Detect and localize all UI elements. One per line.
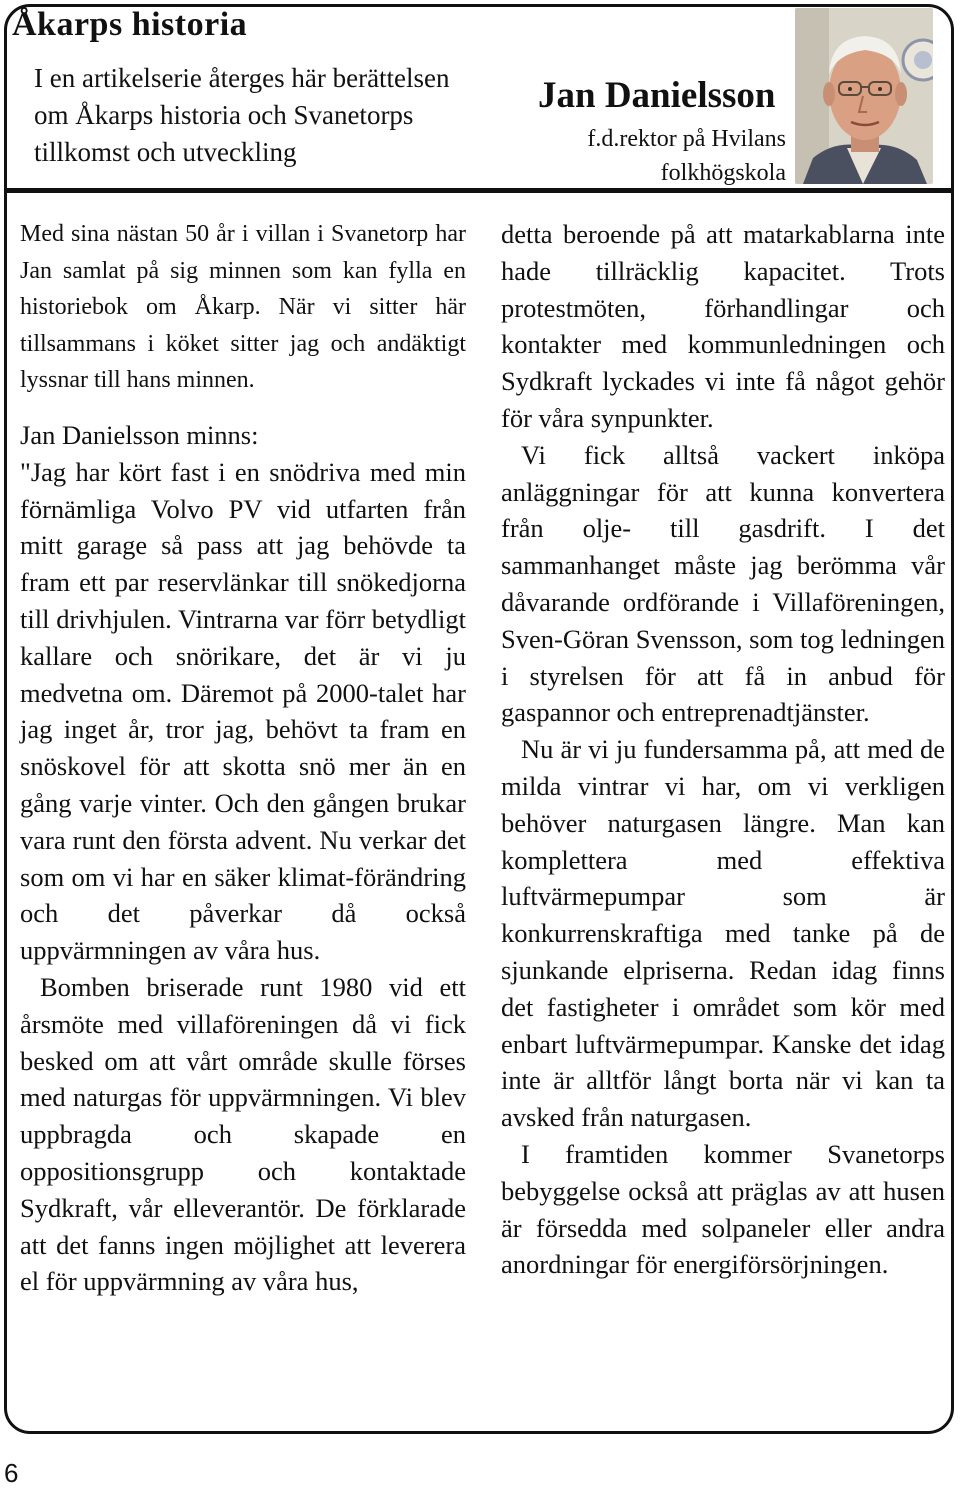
intro-line: I en artikelserie återges här berättelsen [34,63,450,93]
right-column [501,216,945,1283]
series-intro [34,60,504,171]
article-paragraph: "Jag har kört fast i en snödriva med min förnämliga Volvo PV vid utfarten från mitt garage så pass att jag behövde ta fram ett par reservlänkar till snökedjorna till drivhjulen. Vintrarna var förr betydligt kallare och snörikare, det är vi ju medvetna om. Däremot på 2000-talet har jag inget år, tror jag, behövt ta fram en snöskovel för att skotta snö mer än en gång varje vinter. Och den gången brukar vara runt den första advent. Nu verkar det som om vi har en säker klimat-förändring och det påverkar då också uppvärmningen av våra hus. [20,456,466,966]
author-role-line: folkhögskola [660,160,786,186]
author-role-line: f.d.rektor på Hvilans [587,126,786,152]
article-title: Åkarps historia [12,6,248,43]
author-name: Jan Danielsson [538,75,776,116]
article-paragraph: Jan Danielsson minns: [20,419,259,450]
intro-line: om Åkarps historia och Svanetorps [34,100,414,130]
author-portrait-photo [795,8,933,184]
article-lead: Med sina nästan 50 år i villan i Svanetorp har Jan samlat på sig minnen som kan fylla en historiebok om Åkarp. När vi sitter här tillsammans i köket sitter jag och andäktigt lyssnar till hans minnen. [20,221,466,394]
author-role [560,122,786,190]
article-paragraph: Vi fick alltså vackert inköpa anläggningar för att kunna konvertera från olje- till gasdrift. I det sammanhanget måste jag berömma vår dåvarande ordförande i Villaföreningen, Sven-Göran Svensson, som tog ledningen i styrelsen för att få in anbud för gaspannor och entreprenadtjänster. [501,439,945,728]
left-column [20,216,466,1300]
intro-line: tillkomst och utveckling [34,137,297,167]
article-paragraph: Bomben briserade runt 1980 vid ett årsmöte med villaföreningen då vi fick besked om att vårt område skulle förses med naturgas för uppvärmningen. Vi blev uppbragda och skapade en oppositionsgrupp och kontaktade Sydkraft, vår elleverantör. De förklarade att det fanns ingen möjlighet att leverera el för uppvärmning av våra hus, [20,971,466,1297]
article-paragraph: detta beroende på att matarkablarna inte hade tillräcklig kapacitet. Trots protestmöten, förhandlingar och kontakter med kommunledningen och Sydkraft lyckades vi inte få något gehör för våra synpunkter. [501,219,945,433]
article-paragraph: Nu är vi ju fundersamma på, att med de milda vintrar vi har, om vi verkligen behöver naturgasen längre. Man kan komplettera med effektiva luftvärmepumpar som är konkurrenskraftiga med tanke på de sjunkande elpriserna. Redan idag finns det fastigheter i området som kör med enbart luftvärmepumpar. Kanske det idag inte är alltför långt borta när vi kan ta avsked från naturgasen. [501,734,945,1133]
page-number: 6 [4,1458,19,1488]
header-divider [6,188,952,193]
article-paragraph: I framtiden kommer Svanetorps bebyggelse också att präglas av att husen är försedda med solpaneler eller andra anordningar för energiförsörjningen. [501,1138,945,1280]
